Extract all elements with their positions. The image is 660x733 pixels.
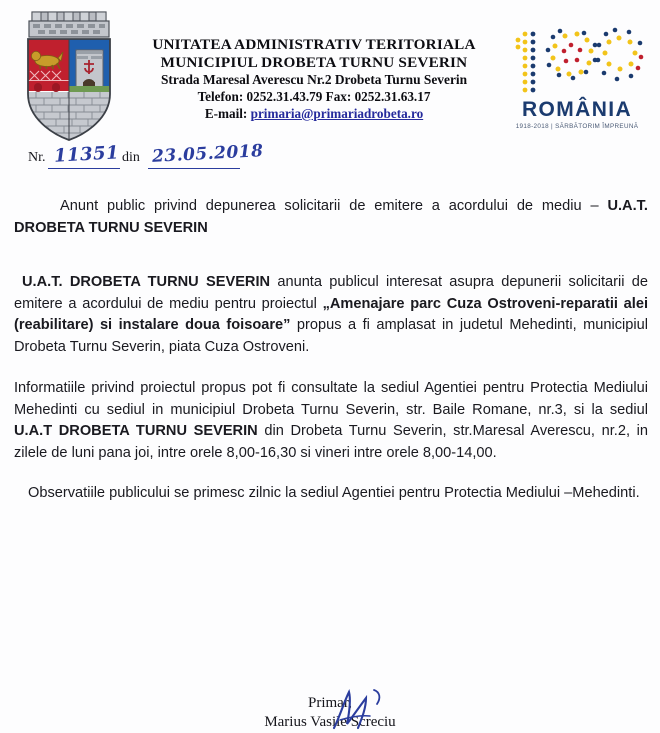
email-link[interactable]: primaria@primariadrobeta.ro [250,106,424,121]
document-body [14,196,648,505]
project-title: „Amenajare parc Cuza Ostroveni-reparatii alei (reabilitare) si instalare doua foisoare” [14,295,648,333]
coat-of-arms-icon [14,6,124,148]
logo-wordmark: ROMÂNIA [521,98,633,121]
info-office: U.A.T DROBETA TURNU SEVERIN [14,423,258,439]
letterhead-text [128,36,500,122]
signature-name: Marius Vasile Screciu [264,714,396,730]
registration-number-handwritten: 11351 [53,142,120,167]
main-text-2: propus a fi amplasat in judetul Mehedinti, municipiul Drobeta Turnu Severin, piata Cuza Ostroveni. [14,317,649,355]
intro-bold: U.A.T. DROBETA TURNU SEVERIN [14,198,648,236]
org-line-1: UNITATEA ADMINISTRATIV TERITORIALA [152,36,476,53]
registration-date-handwritten: 23.05.2018 [151,141,264,167]
org-address: Strada Maresal Averescu Nr.2 Drobeta Turnu Severin [160,72,468,87]
main-subject: U.A.T. DROBETA TURNU SEVERIN [22,274,271,290]
registration-nr-label: Nr. [28,150,46,165]
registration-nr-rule [48,168,120,169]
org-phone-fax: Telefon: 0252.31.43.79 Fax: 0252.31.63.17 [197,89,431,104]
paragraph-main [14,272,648,358]
org-email-line [128,105,500,122]
info-text-2: din Drobeta Turnu Severin, str.Maresal Averescu, nr.2, in zilele de luni pana joi, intre orele 8,00-16,30 si vineri intre orele 8,00-14,00. [14,423,649,461]
registration-din-label: din [122,150,140,165]
signature-block [0,694,660,732]
registration-date-rule [148,168,240,169]
org-line-2: MUNICIPIUL DROBETA TURNU SEVERIN [160,53,468,71]
info-text-1: Informatiile privind proiectul propus pot fi consultate la sediul Agentiei pentru Protectia Mediului Mehedinti cu sediul in municipiul Drobeta Turnu Severin, str. Baile Romane, nr.3, si la sediul [14,380,648,418]
signature-role: Primar, [308,695,352,711]
letterhead [0,0,660,140]
paragraph-observations: Observatiile publicului se primesc zilnic la sediul Agentiei pentru Protectia Mediului –Mehedinti. [28,485,640,501]
romania-centenary-logo [503,24,651,144]
main-text-1: anunta publicul interesat asupra depunerii solicitarii de emitere a acordului de mediu pentru proiectul [14,274,648,312]
paragraph-intro [14,196,648,239]
logo-100-icon [503,24,651,100]
email-label: E-mail: [204,106,248,121]
logo-tagline: 1918-2018 | SĂRBĂTORIM ÎMPREUNĂ [515,123,639,130]
paragraph-info [14,378,648,464]
intro-text: Anunt public privind depunerea solicitarii de emitere a acordului de mediu – [60,198,608,214]
